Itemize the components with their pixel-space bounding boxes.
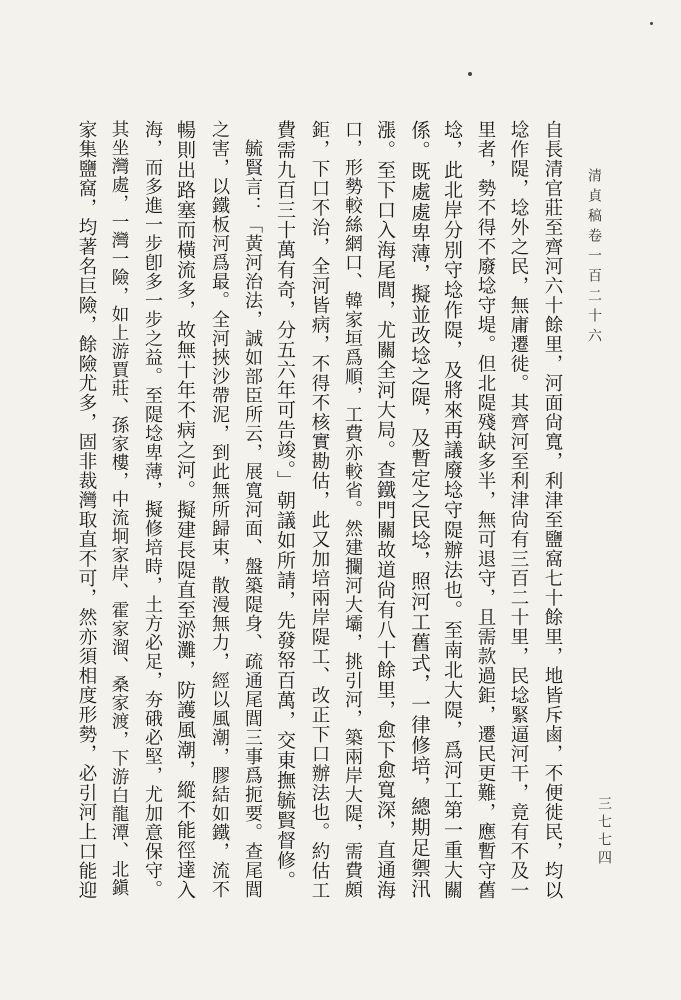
text-column: 自長清官莊至齊河六十餘里，河面尙寬，利津至鹽窩七十餘里，地皆斥鹵，不便徙民，均以 [542,120,563,900]
text-column: 埝，此北岸分別守埝作隄，及將來再議廢埝守隄辦法也。至南北大隄，爲河工第一重大關 [441,120,463,900]
text-column: 漲。至下口入海尾閭，尤關全河大局。查鐵門關故道尙有八十餘里，愈下愈寬深，直通海 [374,120,396,900]
text-column: 毓賢言：「黃河治法，誠如部臣所云，展寬河面、盤築隄身、疏通尾閭三事爲扼要。查尾閭 [242,120,263,899]
ink-speck [650,22,653,25]
ink-speck [468,72,472,76]
text-column: 暢則出路塞而橫流多，故無十年不病之河。擬建長隄直至淤灘，防護風潮，縱不能徑達入 [174,120,196,900]
text-column: 家集鹽窩，均著名巨險，餘險尤多，固非裁灣取直不可，然亦須相度形勢，必引河上口能迎 [76,120,97,900]
running-title: 清貞稿卷一百二十六 [586,168,602,348]
text-column: 埝作隄，埝外之民，無庸遷徙。其齊河至利津尙有三百二十里，民埝緊逼河干，竟有不及一 [508,120,529,900]
text-column: 海，而多進一步卽多一步之益。至隄埝卑薄，擬修培時，土方必足，夯硪必堅，尤加意保守。 [142,120,163,899]
text-column: 口，形勢較絲網口、韓家垣爲順，工費亦較省。然建攔河大壩，挑引河，築兩岸大隄，需費頗 [342,120,363,899]
text-column: 其坐灣處，一灣一險，如上游賈莊、孫家樓，中流坰家岸、霍家溜、桑家渡，下游白龍潭、北鎭 [109,120,129,897]
text-column: 係。既處處卑薄，擬並改埝之隄，及暫定之民埝，照河工舊式，一律修培，總期足禦汛 [408,120,431,899]
page-number: 三七七四 [596,796,612,868]
text-column: 鉅，下口不治，全河皆病，不得不核實勘估，此又加培兩岸隄工、改正下口辦法也。約估工 [309,120,330,900]
text-column: 費需九百三十萬有奇，分五六年可告竣。」朝議如所請，先發帑百萬，交東撫毓賢督修。 [274,120,296,891]
text-column: 里者，勢不得不廢埝守堤。但北隄殘缺多半，無可退守，且需款過鉅，遷民更難，應暫守舊 [475,120,496,900]
text-column: 之害，以鐵板河爲最。全河挾沙帶泥，到此無所歸束，散漫無力，經以風潮，膠結如鐵，流不 [209,120,230,899]
